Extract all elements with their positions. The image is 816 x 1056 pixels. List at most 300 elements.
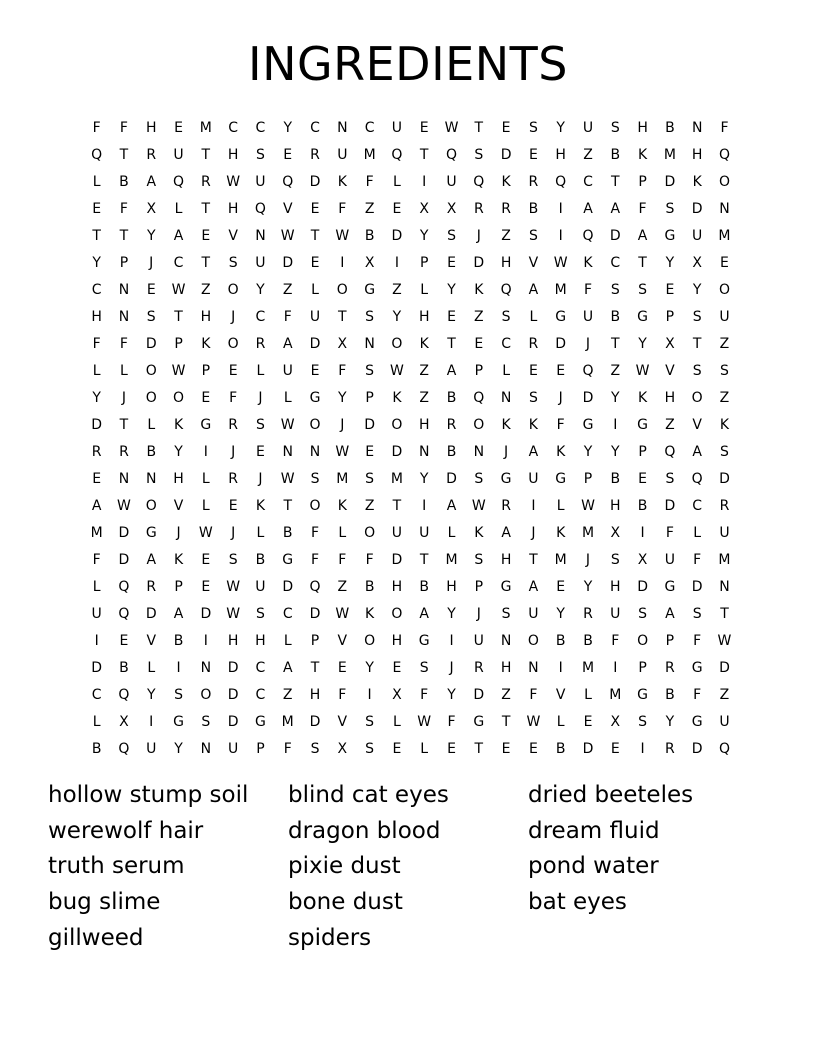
grid-letter[interactable]: P — [201, 362, 211, 379]
grid-letter[interactable]: Z — [364, 200, 375, 217]
grid-letter[interactable]: Q — [664, 443, 676, 460]
grid-letter[interactable]: Z — [719, 389, 730, 406]
grid-letter[interactable]: X — [337, 335, 348, 352]
grid-letter[interactable]: W — [417, 713, 432, 730]
grid-letter[interactable]: G — [637, 416, 649, 433]
grid-letter[interactable]: I — [613, 659, 618, 676]
grid-letter[interactable]: S — [665, 200, 675, 217]
grid-letter[interactable]: E — [528, 362, 538, 379]
grid-letter[interactable]: C — [91, 281, 102, 298]
grid-letter[interactable]: O — [227, 281, 239, 298]
grid-letter[interactable]: H — [418, 308, 430, 325]
grid-letter[interactable]: F — [529, 686, 538, 703]
grid-letter[interactable]: T — [611, 173, 620, 190]
grid-letter[interactable]: U — [419, 524, 430, 541]
grid-letter[interactable]: S — [528, 227, 538, 244]
grid-letter[interactable]: O — [391, 416, 403, 433]
grid-letter[interactable]: D — [227, 713, 239, 730]
grid-letter[interactable]: X — [446, 200, 457, 217]
grid-letter[interactable]: L — [92, 713, 101, 730]
grid-letter[interactable]: R — [501, 497, 511, 514]
grid-letter[interactable]: T — [119, 416, 129, 433]
grid-letter[interactable]: F — [119, 119, 128, 136]
grid-letter[interactable]: A — [446, 362, 457, 379]
grid-letter[interactable]: K — [337, 497, 347, 514]
grid-letter[interactable]: A — [91, 497, 102, 514]
grid-letter[interactable]: V — [692, 416, 702, 433]
grid-letter[interactable]: X — [337, 740, 348, 757]
grid-letter[interactable]: G — [309, 389, 321, 406]
grid-letter[interactable]: S — [638, 605, 648, 622]
grid-letter[interactable]: K — [637, 146, 648, 163]
grid-letter[interactable]: Q — [582, 227, 594, 244]
grid-letter[interactable]: D — [691, 578, 703, 595]
grid-letter[interactable]: M — [581, 524, 595, 541]
grid-letter[interactable]: D — [582, 389, 594, 406]
grid-letter[interactable]: D — [91, 659, 103, 676]
grid-letter[interactable]: L — [420, 740, 429, 757]
grid-letter[interactable]: G — [173, 713, 184, 730]
grid-letter[interactable]: T — [201, 200, 211, 217]
grid-letter[interactable]: W — [581, 497, 595, 514]
grid-letter[interactable]: C — [255, 119, 266, 136]
grid-letter[interactable]: B — [583, 632, 593, 649]
grid-letter[interactable]: F — [420, 686, 429, 703]
grid-letter[interactable]: B — [610, 470, 621, 487]
grid-letter[interactable]: S — [474, 146, 484, 163]
grid-letter[interactable]: E — [392, 200, 402, 217]
grid-letter[interactable]: N — [118, 470, 130, 487]
grid-letter[interactable]: C — [255, 659, 266, 676]
grid-letter[interactable]: T — [501, 713, 511, 730]
grid-letter[interactable]: X — [419, 200, 429, 217]
grid-letter[interactable]: D — [637, 578, 648, 595]
grid-letter[interactable]: S — [310, 470, 320, 487]
grid-letter[interactable]: G — [473, 713, 485, 730]
grid-letter[interactable]: F — [92, 119, 101, 136]
grid-letter[interactable]: N — [309, 443, 321, 460]
grid-letter[interactable]: D — [473, 686, 485, 703]
grid-letter[interactable]: O — [145, 497, 157, 514]
grid-letter[interactable]: Y — [556, 605, 565, 622]
grid-letter[interactable]: K — [365, 605, 375, 622]
grid-letter[interactable]: P — [638, 443, 647, 460]
grid-letter[interactable]: J — [149, 254, 154, 271]
grid-letter[interactable]: Y — [146, 686, 156, 703]
grid-letter[interactable]: Z — [419, 389, 429, 406]
grid-letter[interactable]: S — [528, 389, 538, 406]
grid-letter[interactable]: F — [338, 686, 347, 703]
grid-letter[interactable]: M — [445, 551, 458, 568]
grid-letter[interactable]: B — [555, 632, 566, 649]
grid-letter[interactable]: L — [556, 497, 565, 514]
grid-letter[interactable]: L — [201, 497, 210, 514]
grid-letter[interactable]: E — [201, 227, 211, 244]
grid-letter[interactable]: L — [174, 200, 183, 217]
grid-letter[interactable]: E — [119, 632, 129, 649]
grid-letter[interactable]: L — [393, 713, 401, 730]
grid-letter[interactable]: F — [693, 686, 702, 703]
grid-letter[interactable]: S — [419, 659, 429, 676]
grid-letter[interactable]: S — [474, 551, 484, 568]
grid-letter[interactable]: K — [583, 254, 593, 271]
grid-letter[interactable]: R — [91, 443, 102, 460]
grid-letter[interactable]: S — [255, 605, 265, 622]
grid-letter[interactable]: R — [200, 173, 211, 190]
grid-letter[interactable]: W — [171, 362, 186, 379]
grid-letter[interactable]: V — [337, 632, 348, 649]
grid-letter[interactable]: V — [228, 227, 238, 244]
grid-letter[interactable]: F — [310, 524, 320, 541]
grid-letter[interactable]: W — [335, 443, 350, 460]
grid-letter[interactable]: P — [638, 659, 647, 676]
grid-letter[interactable]: K — [501, 416, 511, 433]
grid-letter[interactable]: F — [283, 308, 292, 325]
grid-letter[interactable]: J — [449, 659, 454, 676]
grid-letter[interactable]: X — [637, 551, 648, 568]
grid-letter[interactable]: F — [556, 416, 565, 433]
grid-letter[interactable]: L — [693, 524, 702, 541]
grid-letter[interactable]: P — [474, 362, 484, 379]
grid-letter[interactable]: F — [338, 551, 347, 568]
grid-letter[interactable]: O — [691, 389, 703, 406]
grid-letter[interactable]: G — [555, 470, 567, 487]
grid-letter[interactable]: C — [583, 173, 593, 190]
grid-letter[interactable]: I — [558, 659, 563, 676]
grid-letter[interactable]: F — [693, 632, 702, 649]
grid-letter[interactable]: R — [146, 578, 157, 595]
grid-letter[interactable]: I — [203, 632, 208, 649]
grid-letter[interactable]: S — [665, 470, 675, 487]
grid-letter[interactable]: U — [146, 740, 157, 757]
grid-letter[interactable]: K — [392, 389, 402, 406]
grid-letter[interactable]: X — [146, 200, 157, 217]
grid-letter[interactable]: S — [501, 605, 511, 622]
grid-letter[interactable]: D — [309, 713, 321, 730]
grid-letter[interactable]: H — [555, 146, 566, 163]
grid-letter[interactable]: U — [719, 713, 730, 730]
grid-letter[interactable]: A — [528, 578, 539, 595]
grid-letter[interactable]: O — [173, 389, 185, 406]
grid-letter[interactable]: P — [365, 389, 374, 406]
grid-letter[interactable]: F — [611, 632, 620, 649]
grid-letter[interactable]: K — [528, 416, 538, 433]
grid-letter[interactable]: X — [610, 713, 621, 730]
grid-letter[interactable]: I — [531, 497, 536, 514]
grid-letter[interactable]: O — [145, 389, 157, 406]
grid-letter[interactable]: E — [146, 281, 156, 298]
grid-letter[interactable]: D — [200, 605, 212, 622]
grid-letter[interactable]: S — [638, 713, 648, 730]
grid-letter[interactable]: G — [691, 659, 703, 676]
grid-letter[interactable]: G — [637, 686, 649, 703]
grid-letter[interactable]: K — [201, 335, 211, 352]
grid-letter[interactable]: B — [364, 227, 375, 244]
grid-letter[interactable]: W — [335, 227, 350, 244]
grid-letter[interactable]: B — [419, 578, 430, 595]
grid-letter[interactable]: K — [637, 389, 648, 406]
grid-letter[interactable]: D — [691, 200, 703, 217]
grid-letter[interactable]: J — [585, 335, 591, 352]
grid-letter[interactable]: Q — [445, 146, 458, 163]
grid-letter[interactable]: Q — [91, 146, 103, 163]
grid-letter[interactable]: H — [227, 200, 239, 217]
grid-letter[interactable]: J — [258, 470, 263, 487]
grid-letter[interactable]: S — [610, 281, 620, 298]
grid-letter[interactable]: S — [365, 740, 375, 757]
grid-letter[interactable]: S — [228, 254, 238, 271]
grid-letter[interactable]: N — [719, 200, 730, 217]
grid-letter[interactable]: D — [473, 254, 485, 271]
grid-letter[interactable]: G — [418, 632, 430, 649]
grid-letter[interactable]: P — [638, 173, 647, 190]
grid-letter[interactable]: M — [554, 281, 567, 298]
grid-letter[interactable]: F — [119, 200, 128, 217]
grid-letter[interactable]: J — [121, 389, 127, 406]
grid-letter[interactable]: H — [637, 119, 648, 136]
grid-letter[interactable]: R — [228, 470, 238, 487]
grid-letter[interactable]: E — [256, 443, 265, 460]
grid-letter[interactable]: T — [283, 497, 292, 514]
grid-letter[interactable]: O — [309, 416, 321, 433]
grid-letter[interactable]: F — [365, 173, 374, 190]
grid-letter[interactable]: S — [228, 551, 238, 568]
grid-letter[interactable]: P — [119, 254, 129, 271]
grid-letter[interactable]: E — [392, 659, 402, 676]
grid-letter[interactable]: A — [419, 605, 429, 622]
grid-letter[interactable]: K — [474, 281, 484, 298]
grid-letter[interactable]: Q — [582, 362, 594, 379]
grid-letter[interactable]: I — [422, 497, 427, 514]
grid-letter[interactable]: I — [449, 632, 454, 649]
grid-letter[interactable]: R — [473, 659, 484, 676]
grid-letter[interactable]: E — [310, 254, 320, 271]
grid-letter[interactable]: Q — [555, 173, 567, 190]
grid-letter[interactable]: E — [310, 362, 320, 379]
grid-letter[interactable]: B — [119, 173, 129, 190]
grid-letter[interactable]: P — [665, 308, 675, 325]
grid-letter[interactable]: K — [719, 416, 730, 433]
grid-letter[interactable]: B — [446, 443, 457, 460]
grid-letter[interactable]: Q — [718, 740, 730, 757]
grid-letter[interactable]: S — [310, 740, 320, 757]
grid-letter[interactable]: N — [200, 740, 212, 757]
grid-letter[interactable]: T — [720, 605, 729, 622]
grid-letter[interactable]: O — [336, 281, 348, 298]
grid-letter[interactable]: T — [447, 335, 456, 352]
grid-letter[interactable]: I — [422, 173, 427, 190]
grid-letter[interactable]: U — [391, 119, 403, 136]
grid-letter[interactable]: P — [256, 740, 265, 757]
grid-letter[interactable]: X — [364, 254, 375, 271]
grid-letter[interactable]: C — [255, 686, 266, 703]
grid-letter[interactable]: S — [528, 119, 538, 136]
grid-letter[interactable]: C — [228, 119, 239, 136]
grid-letter[interactable]: U — [91, 605, 102, 622]
grid-letter[interactable]: X — [665, 335, 675, 352]
grid-letter[interactable]: J — [531, 524, 536, 541]
grid-letter[interactable]: H — [664, 389, 676, 406]
grid-letter[interactable]: F — [310, 551, 320, 568]
grid-letter[interactable]: H — [391, 632, 403, 649]
grid-letter[interactable]: Q — [118, 578, 130, 595]
grid-letter[interactable]: T — [201, 146, 211, 163]
grid-letter[interactable]: K — [556, 443, 566, 460]
grid-letter[interactable]: U — [664, 551, 675, 568]
grid-letter[interactable]: L — [338, 524, 347, 541]
grid-letter[interactable]: S — [365, 713, 375, 730]
grid-letter[interactable]: T — [310, 227, 320, 244]
grid-letter[interactable]: A — [692, 443, 702, 460]
grid-letter[interactable]: L — [120, 362, 128, 379]
grid-letter[interactable]: T — [392, 497, 402, 514]
grid-letter[interactable]: Z — [364, 497, 375, 514]
grid-letter[interactable]: W — [226, 578, 241, 595]
grid-letter[interactable]: H — [500, 254, 512, 271]
grid-letter[interactable]: K — [337, 173, 347, 190]
grid-letter[interactable]: A — [610, 200, 621, 217]
grid-letter[interactable]: Z — [419, 362, 429, 379]
grid-letter[interactable]: O — [473, 416, 485, 433]
grid-letter[interactable]: P — [474, 578, 484, 595]
grid-letter[interactable]: H — [691, 146, 703, 163]
grid-letter[interactable]: C — [364, 119, 375, 136]
grid-letter[interactable]: E — [665, 281, 675, 298]
grid-letter[interactable]: U — [610, 605, 621, 622]
grid-letter[interactable]: D — [391, 227, 403, 244]
grid-letter[interactable]: Z — [583, 146, 593, 163]
grid-letter[interactable]: M — [609, 686, 622, 703]
grid-letter[interactable]: O — [309, 497, 321, 514]
grid-letter[interactable]: L — [529, 308, 538, 325]
grid-letter[interactable]: A — [282, 335, 293, 352]
grid-letter[interactable]: H — [610, 497, 621, 514]
grid-letter[interactable]: U — [528, 605, 539, 622]
grid-letter[interactable]: I — [558, 200, 563, 217]
grid-letter[interactable]: M — [554, 551, 567, 568]
grid-letter[interactable]: Y — [283, 119, 292, 136]
grid-letter[interactable]: W — [117, 497, 131, 514]
grid-letter[interactable]: V — [173, 497, 184, 514]
grid-letter[interactable]: H — [610, 578, 621, 595]
grid-letter[interactable]: Z — [719, 335, 730, 352]
grid-letter[interactable]: H — [145, 119, 157, 136]
grid-letter[interactable]: B — [665, 119, 675, 136]
grid-letter[interactable]: D — [719, 659, 730, 676]
grid-letter[interactable]: E — [528, 146, 538, 163]
grid-letter[interactable]: D — [282, 254, 294, 271]
grid-letter[interactable]: F — [693, 551, 702, 568]
grid-letter[interactable]: Y — [583, 578, 593, 595]
grid-letter[interactable]: P — [583, 470, 593, 487]
grid-letter[interactable]: S — [692, 605, 702, 622]
grid-letter[interactable]: E — [337, 659, 347, 676]
grid-letter[interactable]: Z — [201, 281, 211, 298]
grid-letter[interactable]: H — [227, 632, 239, 649]
grid-letter[interactable]: U — [473, 632, 484, 649]
grid-letter[interactable]: L — [92, 362, 101, 379]
grid-letter[interactable]: W — [171, 281, 186, 298]
grid-letter[interactable]: T — [474, 119, 484, 136]
grid-letter[interactable]: J — [558, 389, 563, 406]
grid-letter[interactable]: S — [146, 308, 156, 325]
grid-letter[interactable]: E — [419, 119, 429, 136]
grid-letter[interactable]: X — [692, 254, 702, 271]
grid-letter[interactable]: D — [282, 578, 294, 595]
grid-letter[interactable]: C — [692, 497, 703, 514]
grid-letter[interactable]: A — [173, 227, 184, 244]
grid-letter[interactable]: Q — [473, 389, 485, 406]
grid-letter[interactable]: B — [446, 389, 457, 406]
grid-letter[interactable]: I — [640, 524, 645, 541]
grid-letter[interactable]: L — [556, 713, 565, 730]
grid-letter[interactable]: R — [583, 605, 593, 622]
grid-letter[interactable]: E — [92, 470, 102, 487]
grid-letter[interactable]: H — [446, 578, 457, 595]
grid-letter[interactable]: G — [145, 524, 157, 541]
grid-letter[interactable]: P — [665, 632, 675, 649]
grid-letter[interactable]: I — [367, 686, 372, 703]
grid-letter[interactable]: Q — [173, 173, 185, 190]
grid-letter[interactable]: A — [282, 659, 293, 676]
grid-letter[interactable]: Y — [256, 281, 265, 298]
grid-letter[interactable]: J — [176, 524, 181, 541]
grid-letter[interactable]: R — [228, 416, 238, 433]
grid-letter[interactable]: R — [146, 146, 157, 163]
grid-letter[interactable]: N — [364, 335, 375, 352]
grid-letter[interactable]: E — [528, 740, 538, 757]
grid-letter[interactable]: J — [231, 524, 236, 541]
grid-letter[interactable]: Q — [282, 173, 294, 190]
grid-letter[interactable]: B — [637, 497, 648, 514]
grid-letter[interactable]: D — [118, 551, 130, 568]
grid-letter[interactable]: V — [282, 200, 293, 217]
grid-letter[interactable]: D — [664, 497, 676, 514]
grid-letter[interactable]: Z — [665, 416, 675, 433]
grid-letter[interactable]: E — [174, 119, 183, 136]
grid-letter[interactable]: K — [474, 524, 484, 541]
grid-letter[interactable]: L — [256, 524, 265, 541]
grid-letter[interactable]: H — [309, 686, 321, 703]
grid-letter[interactable]: C — [282, 605, 293, 622]
grid-letter[interactable]: J — [340, 416, 345, 433]
grid-letter[interactable]: T — [201, 254, 211, 271]
grid-letter[interactable]: E — [228, 362, 238, 379]
grid-letter[interactable]: E — [501, 119, 511, 136]
grid-letter[interactable]: S — [692, 362, 702, 379]
grid-letter[interactable]: D — [691, 740, 703, 757]
grid-letter[interactable]: H — [500, 551, 512, 568]
grid-letter[interactable]: D — [555, 335, 567, 352]
grid-letter[interactable]: W — [717, 632, 732, 649]
grid-letter[interactable]: L — [311, 281, 319, 298]
grid-letter[interactable]: N — [118, 308, 130, 325]
grid-letter[interactable]: A — [146, 551, 157, 568]
grid-letter[interactable]: J — [476, 227, 481, 244]
grid-letter[interactable]: K — [255, 497, 266, 514]
grid-letter[interactable]: L — [420, 281, 429, 298]
grid-letter[interactable]: Y — [365, 659, 374, 676]
grid-letter[interactable]: W — [335, 605, 350, 622]
grid-letter[interactable]: Y — [419, 470, 429, 487]
grid-letter[interactable]: R — [310, 146, 320, 163]
grid-letter[interactable]: F — [720, 119, 729, 136]
grid-letter[interactable]: Q — [309, 578, 321, 595]
grid-letter[interactable]: D — [309, 605, 321, 622]
grid-letter[interactable]: C — [91, 686, 102, 703]
grid-letter[interactable]: R — [473, 200, 484, 217]
grid-letter[interactable]: M — [336, 470, 349, 487]
